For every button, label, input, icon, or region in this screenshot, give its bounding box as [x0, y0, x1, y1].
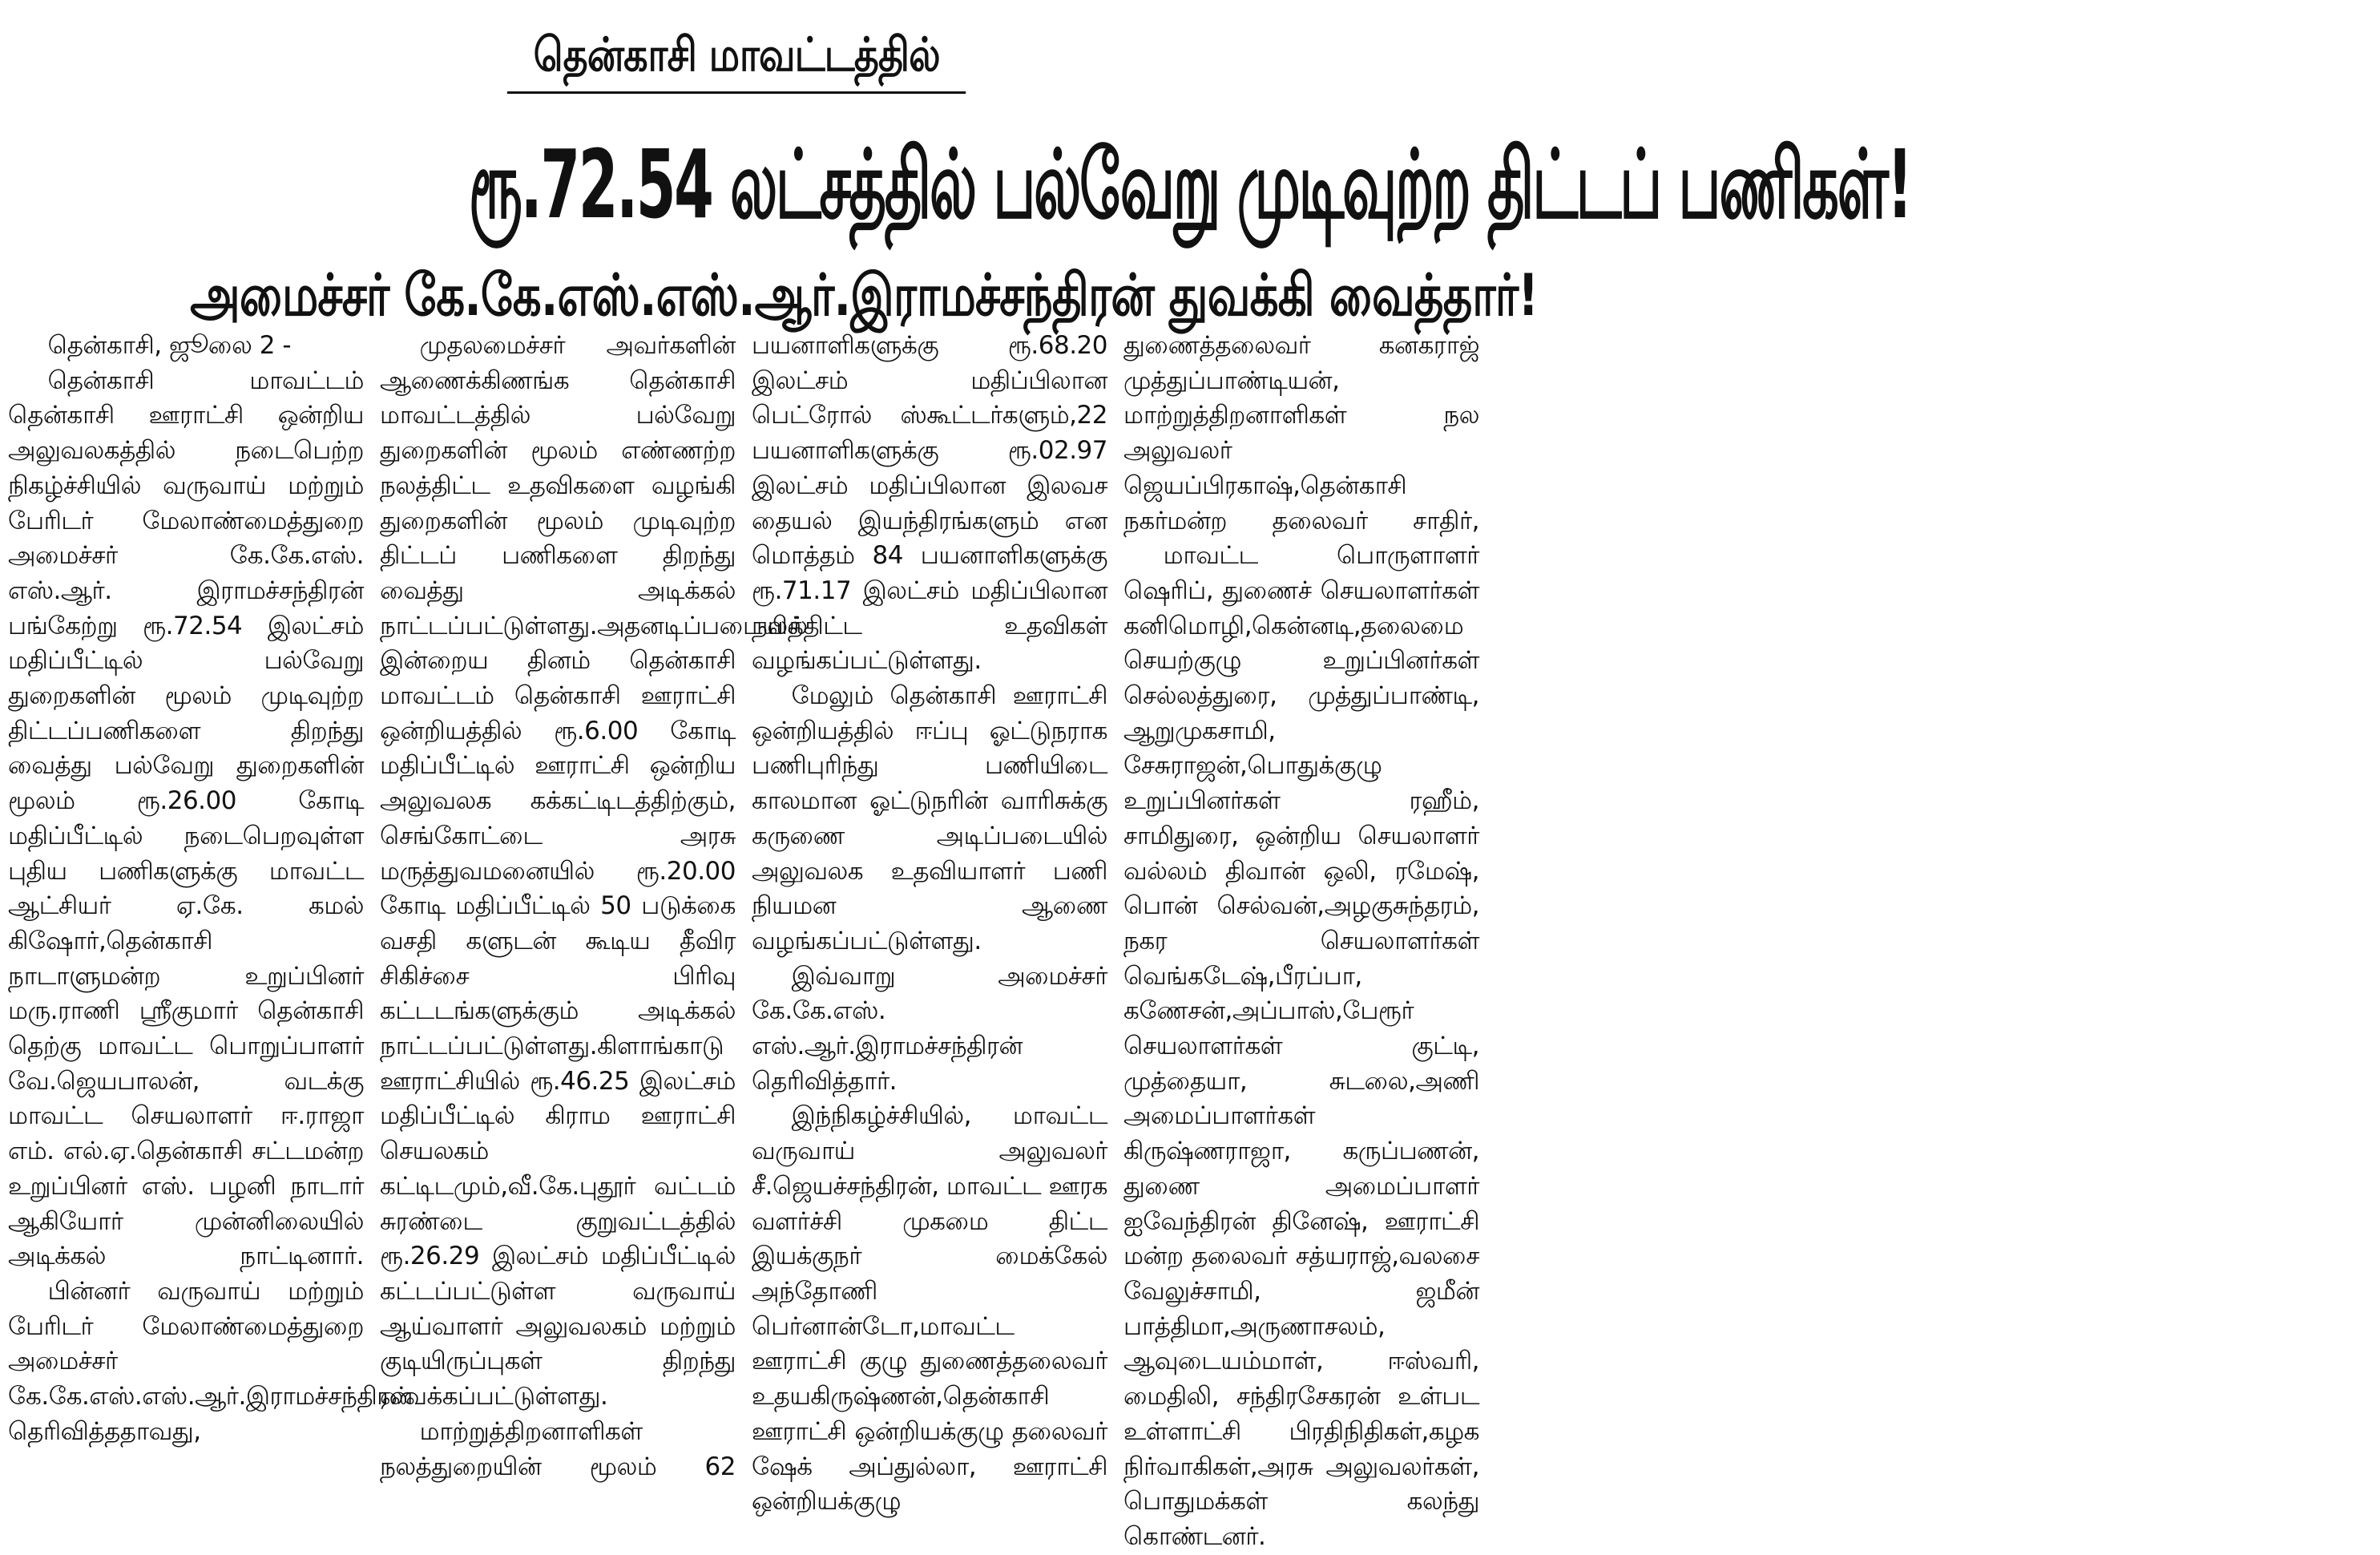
body-paragraph: பின்னர் வருவாய் மற்றும் பேரிடர் மேலாண்மைத்துறை அமைச்சர் கே.கே.எஸ்.எஸ்.ஆர்.இராமச்சந்திரன் தெரிவித்ததாவது, [8, 1276, 413, 1446]
body-paragraph: இவ்வாறு அமைச்சர் கே.கே.எஸ். எஸ்.ஆர்.இராமச்சந்திரன் தெரிவித்தார். [752, 961, 1107, 1096]
dateline: தென்காசி, ஜூலை 2 - [47, 331, 292, 360]
subhead-text: அமைச்சர் கே.கே.எஸ்.எஸ்.ஆர்.இராமச்சந்திரன் துவக்கி வைத்தார்! [190, 261, 1539, 329]
body-paragraph: மாவட்ட பொருளாளர் ஷெரிப், துணைச் செயலாளர்கள் கனிமொழி,கென்னடி,தலைமை செயற்குழு உறுப்பினர்கள் செல்லத்துரை, முத்துப்பாண்டி, ஆறுமுகசாமி, சேசுராஜன்,பொதுக்குழு உறுப்பினர்கள் ரஹீம், சாமிதுரை, ஒன்றிய செயலாளர் வல்லம் திவான் ஒலி, ரமேஷ், பொன் செல்வன்,அழகுசுந்தரம், நகர செயலாளர்கள் வெங்கடேஷ்,பீரப்பா, கணேசன்,அப்பாஸ்,பேரூர் செயலாளர்கள் குட்டி, முத்தையா, சுடலை,அணி அமைப்பாளர்கள் கிருஷ்ணராஜா, கருப்பணன், துணை அமைப்பாளர் ஐவேந்திரன் தினேஷ், ஊராட்சி மன்ற தலைவர் சத்யராஜ்,வலசை வேலுச்சாமி, ஜமீன் பாத்திமா,அருணாசலம், ஆவுடையம்மாள், ஈஸ்வரி, மைதிலி, சந்திரசேகரன் உள்பட உள்ளாட்சி பிரதிநிதிகள்,கழக நிர்வாகிகள்,அரசு அலுவலர்கள், பொதுமக்கள் கலந்து கொண்டனர். [1123, 541, 1479, 1551]
headline-text: ரூ.72.54 லட்சத்தில் பல்வேறு முடிவுற்ற திட்டப் பணிகள்! [469, 129, 1911, 240]
body-paragraph: துணைத்தலைவர் கனகராஜ் முத்துப்பாண்டியன், மாற்றுத்திறனாளிகள் நல அலுவலர் ஜெயப்பிரகாஷ்,தென்காசி நகர்மன்ற தலைவர் சாதிர், [1123, 331, 1479, 535]
article-kicker [0, 22, 1473, 94]
kicker-text: தென்காசி மாவட்டத்தில் [507, 22, 966, 94]
body-paragraph: தென்காசி மாவட்டம் தென்காசி ஊராட்சி ஒன்றிய அலுவலகத்தில் நடைபெற்ற நிகழ்ச்சியில் வருவாய் மற்றும் பேரிடர் மேலாண்மைத்துறை அமைச்சர் கே.கே.எஸ். எஸ்.ஆர். இராமச்சந்திரன் பங்கேற்று ரூ.72.54 இலட்சம் மதிப்பீட்டில் பல்வேறு துறைகளின் மூலம் முடிவுற்ற திட்டப்பணிகளை திறந்து வைத்து பல்வேறு துறைகளின் மூலம் ரூ.26.00 கோடி மதிப்பீட்டில் நடைபெறவுள்ள புதிய பணிகளுக்கு மாவட்ட ஆட்சியர் ஏ.கே. கமல் கிஷோர்,தென்காசி நாடாளுமன்ற உறுப்பினர் மரு.ராணி ஸ்ரீகுமார் தென்காசி தெற்கு மாவட்ட பொறுப்பாளர் வே.ஜெயபாலன், வடக்கு மாவட்ட செயலாளர் ஈ.ராஜா எம். எல்.ஏ.தென்காசி சட்டமன்ற உறுப்பினர் எஸ். பழனி நாடார் ஆகியோர் முன்னிலையில் அடிக்கல் நாட்டினார். [8, 366, 364, 1271]
body-paragraph: மாற்றுத்திறனாளிகள் நலத்துறையின் மூலம் 62 [380, 1416, 736, 1481]
body-paragraph: இந்நிகழ்ச்சியில், மாவட்ட வருவாய் அலுவலர் சீ.ஜெயச்சந்திரன், மாவட்ட ஊரக வளர்ச்சி முகமை திட்ட இயக்குநர் மைக்கேல் அந்தோணி பெர்னான்டோ,மாவட்ட ஊராட்சி குழு துணைத்தலைவர் உதயகிருஷ்ணன்,தென்காசி ஊராட்சி ஒன்றியக்குழு தலைவர் ஷேக் அப்துல்லா, ஊராட்சி ஒன்றியக்குழு [752, 1101, 1107, 1517]
body-paragraph: மேலும் தென்காசி ஊராட்சி ஒன்றியத்தில் ஈப்பு ஓட்டுநராக பணிபுரிந்து பணியிடை காலமான ஓட்டுநரின் வாரிசுக்கு கருணை அடிப்படையில் அலுவலக உதவியாளர் பணி நியமன ஆணை வழங்கப்பட்டுள்ளது. [752, 681, 1107, 955]
body-paragraph: பயனாளிகளுக்கு ரூ.68.20 இலட்சம் மதிப்பிலான பெட்ரோல் ஸ்கூட்டர்களும்,22 பயனாளிகளுக்கு ரூ.02.97 இலட்சம் மதிப்பிலான இலவச தையல் இயந்திரங்களும் என மொத்தம் 84 பயனாளிகளுக்கு ரூ.71.17 இலட்சம் மதிப்பிலான நலத்திட்ட உதவிகள் வழங்கப்பட்டுள்ளது. [752, 331, 1107, 676]
article-column-3 [752, 329, 1107, 1515]
body-paragraph: முதலமைச்சர் அவர்களின் ஆணைக்கிணங்க தென்காசி மாவட்டத்தில் பல்வேறு துறைகளின் மூலம் எண்ணற்ற நலத்திட்ட உதவிகளை வழங்கி துறைகளின் மூலம் முடிவுற்ற திட்டப் பணிகளை திறந்து வைத்து அடிக்கல் நாட்டப்பட்டுள்ளது.அதனடிப்படையில் இன்றைய தினம் தென்காசி மாவட்டம் தென்காசி ஊராட்சி ஒன்றியத்தில் ரூ.6.00 கோடி மதிப்பீட்டில் ஊராட்சி ஒன்றிய அலுவலக கக்கட்டிடத்திற்கும், செங்கோட்டை அரசு மருத்துவமனையில் ரூ.20.00 கோடி மதிப்பீட்டில் 50 படுக்கை வசதி களுடன் கூடிய தீவிர சிகிச்சை பிரிவு கட்டடங்களுக்கும் அடிக்கல் நாட்டப்பட்டுள்ளது.கிளாங்காடு ஊராட்சியில் ரூ.46.25 இலட்சம் மதிப்பீட்டில் கிராம ஊராட்சி செயலகம் கட்டிடமும்,வீ.கே.புதூர் வட்டம் சுரண்டை குறுவட்டத்தில் ரூ.26.29 இலட்சம் மதிப்பீட்டில் கட்டப்பட்டுள்ள வருவாய் ஆய்வாளர் அலுவலகம் மற்றும் குடியிருப்புகள் திறந்து வைக்கப்பட்டுள்ளது. [380, 331, 808, 1412]
article-column-2 [380, 329, 808, 1515]
article-column-4 [1123, 329, 1479, 1551]
article-headline [0, 120, 1911, 248]
article-column-1 [8, 329, 413, 1515]
article-subheadline [0, 255, 1539, 335]
